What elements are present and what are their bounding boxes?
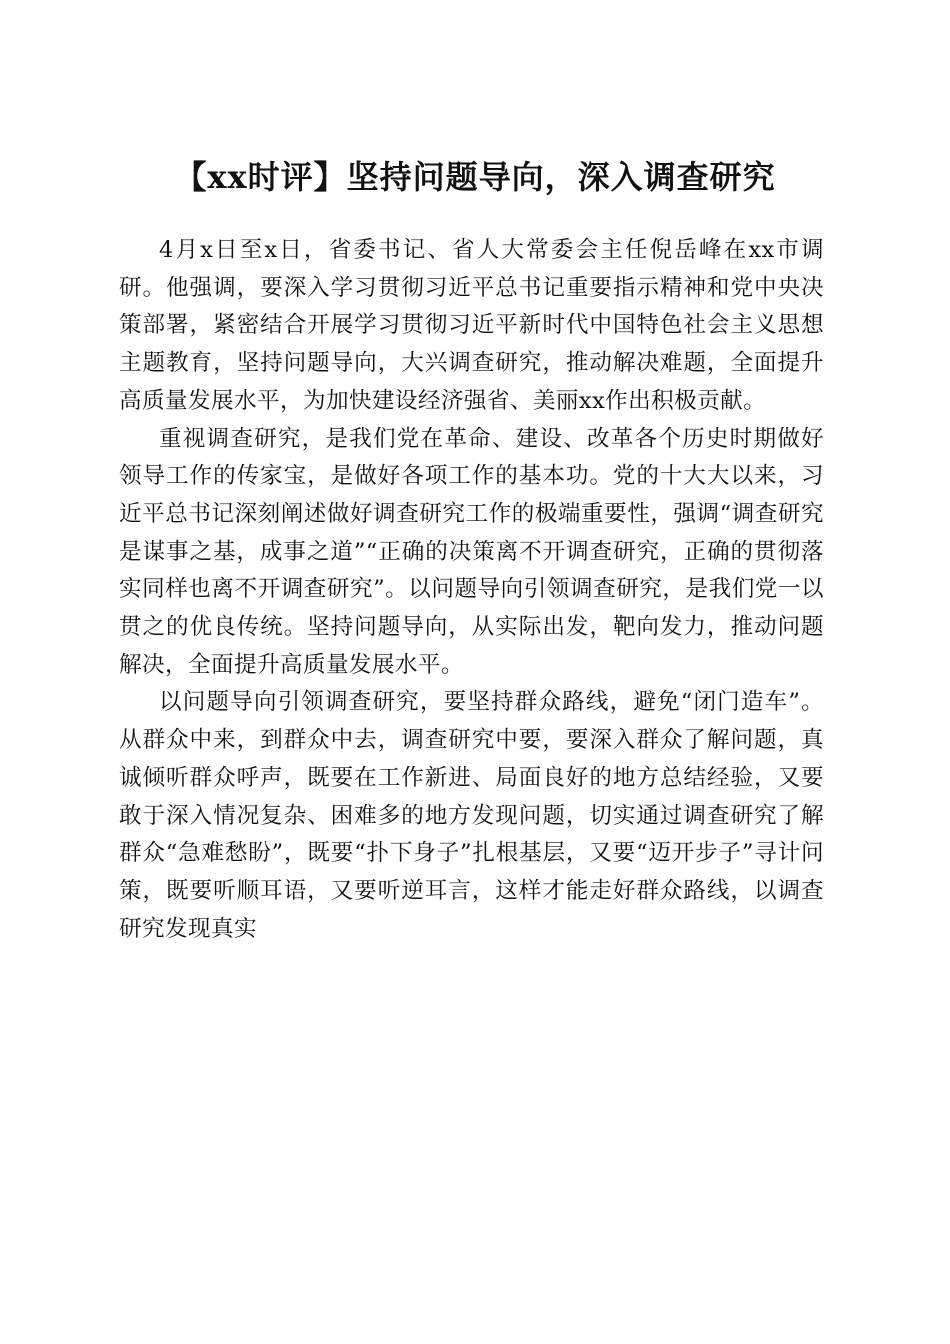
- document-title: 【xx时评】坚持问题导向，深入调查研究: [174, 158, 776, 197]
- paragraph-2: 重视调查研究，是我们党在革命、建设、改革各个历史时期做好领导工作的传家宝，是做好各项工作的基本功。党的十大大以来，习近平总书记深刻阐述做好调查研究工作的极端重要性，强调“调查研究是谋事之基，成事之道”“正确的决策离不开调查研究，正确的贯彻落实同样也离不开调查研究”。以问题导向引领调查研究，是我们党一以贯之的优良传统。坚持问题导向，从实际出发，靶向发力，推动问题解决，全面提升高质量发展水平。: [119, 425, 824, 678]
- paragraph-1: 4月x日至x日，省委书记、省人大常委会主任倪岳峰在xx市调研。他强调，要深入学习贯彻习近平总书记重要指示精神和党中央决策部署，紧密结合开展学习贯彻习近平新时代中国特色社会主义思想主题教育，坚持问题导向，大兴调查研究，推动解决难题，全面提升高质量发展水平，为加快建设经济强省、美丽xx作出积极贡献。: [119, 237, 824, 414]
- paragraph-3: 以问题导向引领调查研究，要坚持群众路线，避免“闭门造车”。从群众中来，到群众中去，调查研究中要，要深入群众了解问题，真诚倾听群众呼声，既要在工作新进、局面良好的地方总结经验，又要敢于深入情况复杂、困难多的地方发现问题，切实通过调查研究了解群众“急难愁盼”，既要“扑下身子”扎根基层，又要“迈开步子”寻计问策，既要听顺耳语，又要听逆耳言，这样才能走好群众路线，以调查研究发现真实: [119, 689, 824, 942]
- document-body: [119, 232, 824, 948]
